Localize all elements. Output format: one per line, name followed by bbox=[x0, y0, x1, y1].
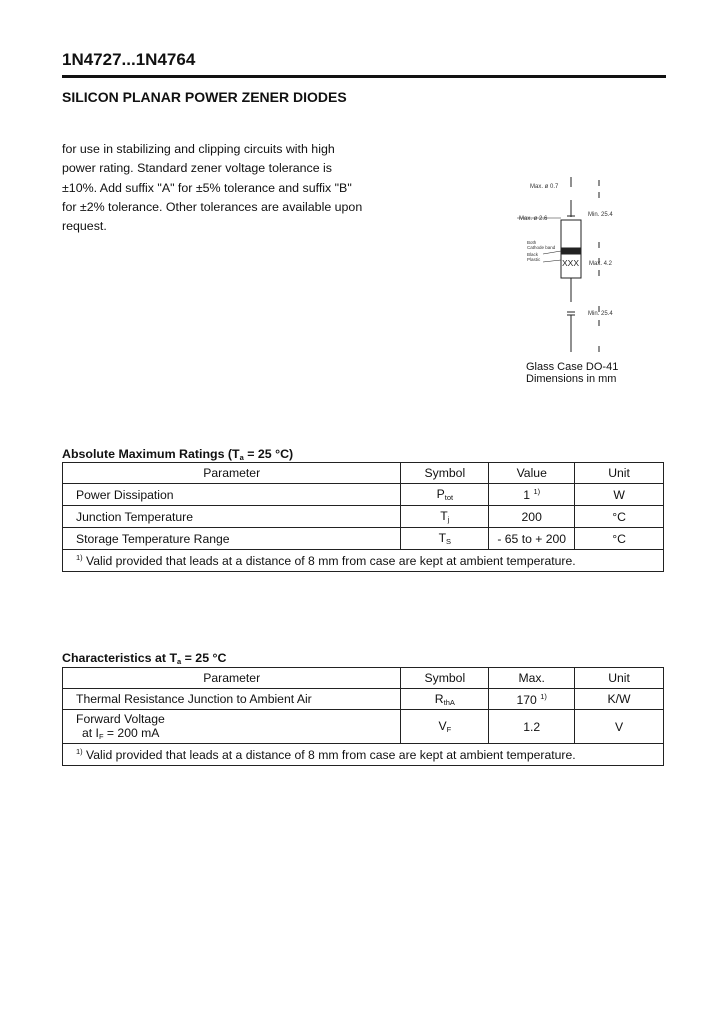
cathode-band bbox=[561, 249, 581, 254]
table-header-row bbox=[63, 463, 664, 484]
dim-lead-top-length: Min. 25.4 bbox=[588, 212, 613, 218]
label-band-2: Cathode band bbox=[527, 245, 556, 250]
description-line: request. bbox=[62, 219, 107, 234]
param-cell bbox=[63, 710, 401, 744]
description-line: ±10%. Add suffix "A" for ±5% tolerance and suffix "B" bbox=[62, 180, 352, 195]
dim-lead-bottom-length: Min. 25.4 bbox=[588, 311, 613, 317]
unit-cell: V bbox=[575, 710, 664, 744]
symbol-cell: $P_{tot}$ bbox=[401, 484, 489, 506]
page-title: 1N4727...1N4764 bbox=[62, 50, 196, 69]
page-subtitle: SILICON PLANAR POWER ZENER DIODES bbox=[62, 89, 347, 105]
value-cell: - 65 to + 200 bbox=[489, 528, 575, 550]
dim-body-diameter: Max. ø 2.6 bbox=[519, 216, 548, 222]
value-cell: 170 $^{1)}$ bbox=[489, 689, 575, 710]
header-unit: Unit bbox=[575, 668, 664, 689]
table-header-row bbox=[63, 668, 664, 689]
diagram-caption bbox=[526, 361, 618, 385]
param-line: Forward Voltage bbox=[76, 712, 165, 726]
description-line: for ±2% tolerance. Other tolerances are available upon bbox=[62, 199, 363, 214]
table-row bbox=[63, 710, 664, 744]
label-band: Both bbox=[527, 240, 537, 245]
abs-max-table bbox=[62, 462, 664, 572]
footnote: $^{1)}$ Valid provided that leads at a distance of 8 mm from case are kept at ambient temperature. bbox=[63, 550, 664, 572]
label-black: Black bbox=[527, 252, 539, 257]
symbol-cell: $R_{thA}$ bbox=[401, 689, 489, 710]
table-row bbox=[63, 484, 664, 506]
table-row bbox=[63, 528, 664, 550]
header-parameter: Parameter bbox=[63, 668, 401, 689]
description bbox=[62, 140, 362, 236]
header-value: Value bbox=[489, 463, 575, 484]
header-symbol: Symbol bbox=[401, 668, 489, 689]
param-cell: Storage Temperature Range bbox=[63, 528, 401, 550]
unit-cell: W bbox=[575, 484, 664, 506]
footnote: $^{1)}$ Valid provided that leads at a distance of 8 mm from case are kept at ambient temperature. bbox=[63, 744, 664, 766]
symbol-cell: $T_j$ bbox=[401, 506, 489, 528]
table-footnote-row bbox=[63, 744, 664, 766]
characteristics-title: Characteristics at $T_a = 25$ °C bbox=[62, 651, 227, 666]
package-outline-diagram bbox=[505, 172, 625, 387]
param-cell: Power Dissipation bbox=[63, 484, 401, 506]
label-black-2: Plastic bbox=[527, 257, 541, 262]
param-cell: Thermal Resistance Junction to Ambient Air bbox=[63, 689, 401, 710]
dim-lead-diameter: Max. ø 0.7 bbox=[530, 184, 559, 190]
caption-line: Glass Case DO-41 bbox=[526, 361, 619, 373]
param-line: at $I_F = 200$ mA bbox=[82, 726, 160, 741]
caption-line: Dimensions in mm bbox=[526, 373, 617, 385]
header-parameter: Parameter bbox=[63, 463, 401, 484]
header-max: Max. bbox=[489, 668, 575, 689]
symbol-cell: $T_S$ bbox=[401, 528, 489, 550]
unit-cell: °C bbox=[575, 506, 664, 528]
marking-text: XXX bbox=[562, 258, 580, 268]
table-row bbox=[63, 689, 664, 710]
description-line: power rating. Standard zener voltage tolerance is bbox=[62, 161, 332, 176]
value-cell: 1.2 bbox=[489, 710, 575, 744]
unit-cell: K/W bbox=[575, 689, 664, 710]
unit-cell: °C bbox=[575, 528, 664, 550]
characteristics-table bbox=[62, 667, 664, 766]
param-cell: Junction Temperature bbox=[63, 506, 401, 528]
value-cell: 1 $^{1)}$ bbox=[489, 484, 575, 506]
title-rule bbox=[62, 75, 666, 78]
abs-max-title: Absolute Maximum Ratings ($T_a = 25$ °C) bbox=[62, 447, 294, 462]
description-line: for use in stabilizing and clipping circuits with high bbox=[62, 142, 335, 156]
value-cell: 200 bbox=[489, 506, 575, 528]
dim-body-length: Max. 4.2 bbox=[589, 261, 613, 267]
header-symbol: Symbol bbox=[401, 463, 489, 484]
header-unit: Unit bbox=[575, 463, 664, 484]
table-row bbox=[63, 506, 664, 528]
symbol-cell: $V_F$ bbox=[401, 710, 489, 744]
table-footnote-row bbox=[63, 550, 664, 572]
